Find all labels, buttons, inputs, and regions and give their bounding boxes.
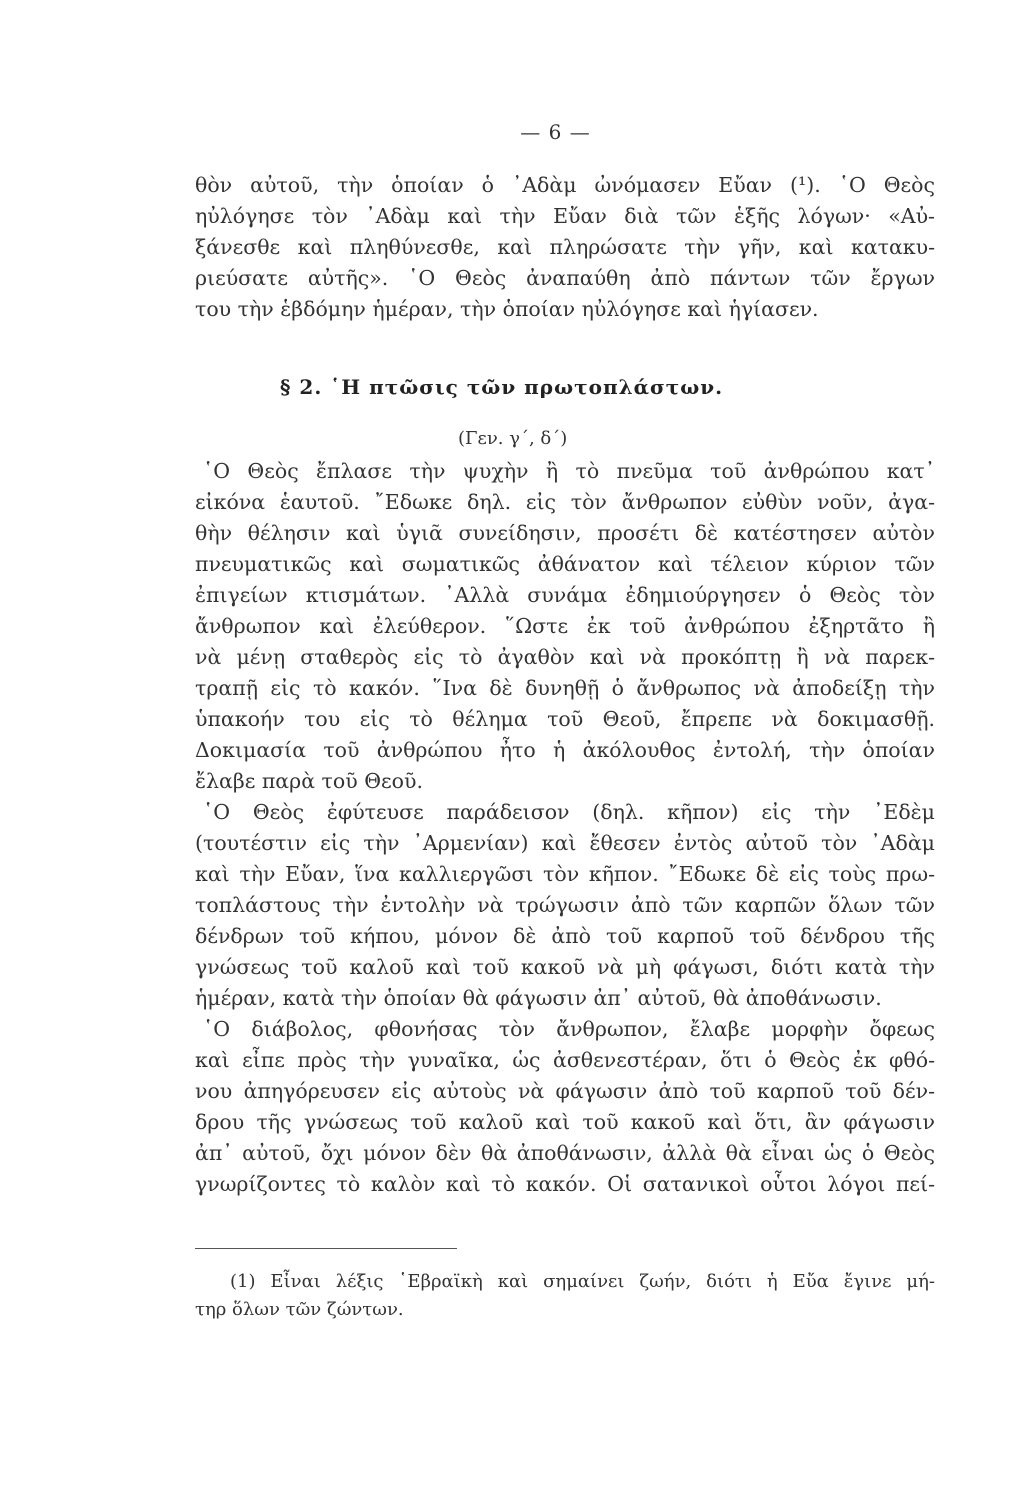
text-line: καὶ εἶπε πρὸς τὴν γυναῖκα, ὡς ἀσθενεστέραν, ὅτι ὁ Θεὸς ἐκ φθό-: [195, 1048, 935, 1072]
text-line: ἐπιγείων κτισμάτων. ᾿Αλλὰ συνάμα ἐδημιούργησεν ὁ Θεὸς τὸν: [195, 583, 935, 607]
main-text: [195, 456, 935, 1200]
paragraph-devil: [195, 1014, 935, 1200]
text-line: (τουτέστιν εἰς τὴν ᾿Αρμενίαν) καὶ ἔθεσεν ἐντὸς αὐτοῦ τὸν ᾿Αδὰμ: [195, 831, 935, 855]
text-line: νὰ μένῃ σταθερὸς εἰς τὸ ἀγαθὸν καὶ νὰ προκόπτῃ ἢ νὰ παρεκ-: [195, 645, 935, 669]
paragraph-creation-end: [195, 170, 935, 325]
text-line: θὴν θέλησιν καὶ ὑγιᾶ συνείδησιν, προσέτι δὲ κατέστησεν αὐτὸν: [195, 521, 935, 545]
footnote-divider: [195, 1248, 457, 1249]
text-line: ἀπ᾿ αὐτοῦ, ὄχι μόνον δὲν θὰ ἀποθάνωσιν, ἀλλὰ θὰ εἶναι ὡς ὁ Θεὸς: [195, 1141, 935, 1165]
text-line: νου ἀπηγόρευσεν εἰς αὐτοὺς νὰ φάγωσιν ἀπὸ τοῦ καρποῦ τοῦ δέν-: [195, 1079, 935, 1103]
text-line: ῾Ο Θεὸς ἐφύτευσε παράδεισον (δηλ. κῆπον) εἰς τὴν ᾿Εδὲμ: [203, 800, 935, 824]
paragraph-paradise: [195, 797, 935, 1014]
text-line: ηὐλόγησε τὸν ᾿Αδὰμ καὶ τὴν Εὔαν διὰ τῶν ἑξῆς λόγων· «Αὐ-: [195, 204, 935, 228]
text-line: ἄνθρωπον καὶ ἐλεύθερον. ῞Ωστε ἐκ τοῦ ἀνθρώπου ἐξηρτᾶτο ἢ: [195, 614, 935, 638]
text-line: γνώσεως τοῦ καλοῦ καὶ τοῦ κακοῦ νὰ μὴ φάγωσι, διότι κατὰ τὴν: [195, 955, 935, 979]
text-line: τραπῇ εἰς τὸ κακόν. ῞Ινα δὲ δυνηθῇ ὁ ἄνθρωπος νὰ ἀποδείξῃ τὴν: [195, 676, 935, 700]
text-line: ὑπακοήν του εἰς τὸ θέλημα τοῦ Θεοῦ, ἔπρεπε νὰ δοκιμασθῇ.: [195, 707, 935, 731]
page-number: — 6 —: [520, 120, 591, 144]
text-line: δρου τῆς γνώσεως τοῦ καλοῦ καὶ τοῦ κακοῦ καὶ ὅτι, ἂν φάγωσιν: [195, 1110, 935, 1134]
paragraph-creation-of-man: [195, 456, 935, 797]
text-line: ῾Ο διάβολος, φθονήσας τὸν ἄνθρωπον, ἔλαβε μορφὴν ὄφεως: [203, 1017, 935, 1041]
footnote: [195, 1268, 935, 1324]
text-line: εἰκόνα ἑαυτοῦ. ῎Εδωκε δηλ. εἰς τὸν ἄνθρωπον εὐθὺν νοῦν, ἀγα-: [195, 490, 935, 514]
text-line: ξάνεσθε καὶ πληθύνεσθε, καὶ πληρώσατε τὴν γῆν, καὶ κατακυ-: [195, 235, 935, 259]
section-reference: (Γεν. γ΄, δ΄): [458, 428, 568, 449]
text-line: δένδρων τοῦ κήπου, μόνον δὲ ἀπὸ τοῦ καρποῦ τοῦ δένδρου τῆς: [195, 924, 935, 948]
section-heading: § 2. ῾Η πτῶσις τῶν πρωτοπλάστων.: [280, 375, 724, 399]
text-line: πνευματικῶς καὶ σωματικῶς ἀθάνατον καὶ τέλειον κύριον τῶν: [195, 552, 935, 576]
text-line: ἡμέραν, κατὰ τὴν ὁποίαν θὰ φάγωσιν ἀπ᾿ αὐτοῦ, θὰ ἀποθάνωσιν.: [195, 986, 882, 1010]
footnote-line: τηρ ὅλων τῶν ζώντων.: [195, 1299, 404, 1320]
text-line: γνωρίζοντες τὸ καλὸν καὶ τὸ κακόν. Οἱ σατανικοὶ οὗτοι λόγοι πεί-: [195, 1172, 935, 1196]
text-line: ριεύσατε αὐτῆς». ῾Ο Θεὸς ἀναπαύθη ἀπὸ πάντων τῶν ἔργων: [195, 266, 935, 290]
text-line: θὸν αὐτοῦ, τὴν ὁποίαν ὁ ᾿Αδὰμ ὠνόμασεν Εὔαν (¹). ῾Ο Θεὸς: [195, 173, 935, 197]
text-line: ῾Ο Θεὸς ἔπλασε τὴν ψυχὴν ἢ τὸ πνεῦμα τοῦ ἀνθρώπου κατ᾿: [203, 459, 935, 483]
text-line: ἔλαβε παρὰ τοῦ Θεοῦ.: [195, 769, 423, 793]
text-line: του τὴν ἑβδόμην ἡμέραν, τὴν ὁποίαν ηὐλόγησε καὶ ἡγίασεν.: [195, 297, 819, 321]
text-line: καὶ τὴν Εὔαν, ἵνα καλλιεργῶσι τὸν κῆπον. ῎Εδωκε δὲ εἰς τοὺς πρω-: [195, 862, 935, 886]
footnote-line: (1) Εἶναι λέξις ῾Εβραϊκὴ καὶ σημαίνει ζωήν, διότι ἡ Εὔα ἔγινε μή-: [230, 1271, 935, 1292]
text-line: Δοκιμασία τοῦ ἀνθρώπου ἦτο ἡ ἀκόλουθος ἐντολή, τὴν ὁποίαν: [195, 738, 935, 762]
text-line: τοπλάστους τὴν ἐντολὴν νὰ τρώγωσιν ἀπὸ τῶν καρπῶν ὅλων τῶν: [195, 893, 935, 917]
